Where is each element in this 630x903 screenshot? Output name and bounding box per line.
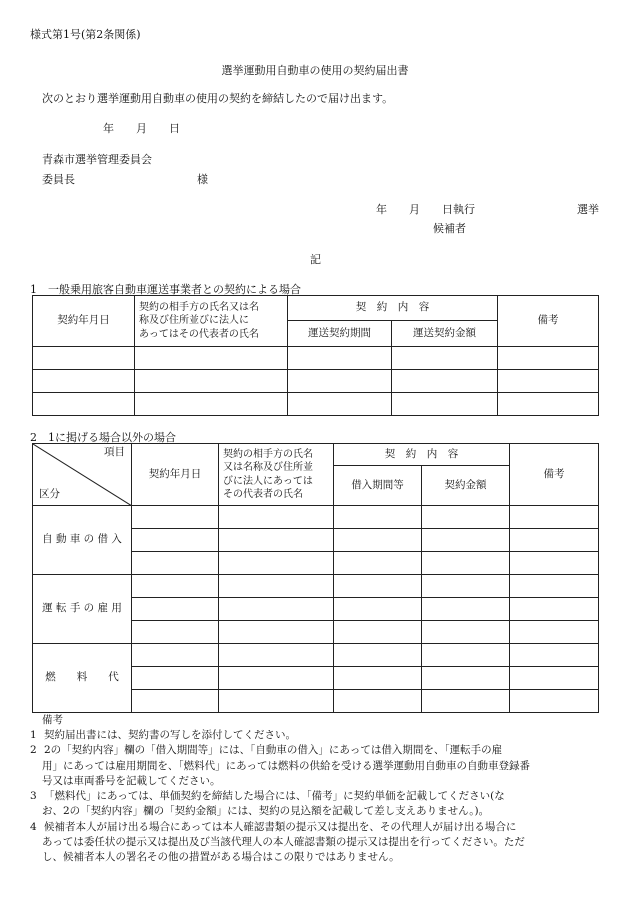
- cell[interactable]: [422, 690, 510, 713]
- table-row: [33, 575, 599, 598]
- cell[interactable]: [510, 598, 599, 621]
- cell[interactable]: [422, 529, 510, 552]
- intro-text: 次のとおり選挙運動用自動車の使用の契約を締結したので届け出ます。: [42, 92, 394, 105]
- election-label: 選挙: [577, 203, 599, 216]
- table-row: [33, 506, 599, 529]
- cell[interactable]: [135, 370, 288, 393]
- election-date: 年 月 日執行: [376, 203, 475, 216]
- chair-label: 委員長: [42, 173, 75, 186]
- honorific: 様: [197, 173, 208, 186]
- cell[interactable]: [334, 506, 422, 529]
- header-contract-content: 契 約 内 容: [334, 444, 510, 466]
- header-counterparty: 契約の相手方の氏名 又は名称及び住所並 びに法人にあっては その代表者の氏名: [219, 444, 334, 506]
- header-category: 区分: [39, 488, 60, 501]
- cell[interactable]: [510, 506, 599, 529]
- table-row: [33, 370, 599, 393]
- cell[interactable]: [219, 598, 334, 621]
- cell[interactable]: [498, 393, 599, 416]
- cell[interactable]: [422, 621, 510, 644]
- table-row: [33, 347, 599, 370]
- candidate-label: 候補者: [433, 222, 466, 235]
- form-number: 様式第1号(第2条関係): [30, 28, 141, 41]
- cell[interactable]: [219, 575, 334, 598]
- header-remarks: 備考: [510, 444, 599, 506]
- table-row: [33, 644, 599, 667]
- cell[interactable]: [510, 667, 599, 690]
- cell[interactable]: [422, 506, 510, 529]
- cell[interactable]: [510, 690, 599, 713]
- cell[interactable]: [510, 621, 599, 644]
- notes-heading: 備考: [42, 714, 63, 726]
- cell[interactable]: [219, 552, 334, 575]
- cell[interactable]: [334, 598, 422, 621]
- header-contract-date: 契約年月日: [33, 296, 135, 347]
- cell[interactable]: [498, 370, 599, 393]
- cell[interactable]: [334, 690, 422, 713]
- note-item: 1 契約届出書には、契約書の写しを添付してください。: [30, 729, 296, 742]
- cell[interactable]: [334, 644, 422, 667]
- cell[interactable]: [288, 393, 392, 416]
- note-item: 4 候補者本人が届け出る場合にあっては本人確認書類の提示又は提出を、その代理人が届け出る場合に あっては委任状の提示又は提出及び当該代理人の本人確認書類の提示又は提出を行ってください。ただ し、候補者本人の署名その他の措置がある場合はこの限りではありません。: [30, 820, 525, 863]
- cell[interactable]: [219, 621, 334, 644]
- date-line: 年 月 日: [103, 122, 180, 135]
- note-item: 3 「燃料代」にあっては、単価契約を締結した場合には、「備考」に契約単価を記載してください(な お、2の「契約内容」欄の「契約金額」には、契約の見込額を記載して差し支えありません。)。: [30, 790, 505, 818]
- cell[interactable]: [334, 575, 422, 598]
- category-car-rental: 自 動 車 の 借 入: [33, 506, 132, 575]
- notes: [30, 713, 605, 865]
- cell[interactable]: [132, 621, 219, 644]
- cell[interactable]: [132, 598, 219, 621]
- section2-heading: 2 1に掲げる場合以外の場合: [30, 431, 176, 444]
- header-transport-amount: 運送契約金額: [392, 321, 498, 347]
- header-rental-period: 借入期間等: [334, 466, 422, 506]
- cell[interactable]: [33, 347, 135, 370]
- cell[interactable]: [510, 575, 599, 598]
- category-driver-hire: 運 転 手 の 雇 用: [33, 575, 132, 644]
- cell[interactable]: [219, 529, 334, 552]
- header-contract-content: 契 約 内 容: [288, 296, 498, 321]
- cell[interactable]: [33, 370, 135, 393]
- cell[interactable]: [132, 552, 219, 575]
- cell[interactable]: [132, 667, 219, 690]
- cell[interactable]: [219, 644, 334, 667]
- cell[interactable]: [132, 529, 219, 552]
- section1-table: [32, 295, 599, 416]
- cell[interactable]: [135, 347, 288, 370]
- cell[interactable]: [510, 529, 599, 552]
- header-contract-date: 契約年月日: [132, 444, 219, 506]
- committee-name: 青森市選挙管理委員会: [42, 153, 152, 166]
- cell[interactable]: [510, 644, 599, 667]
- cell[interactable]: [334, 621, 422, 644]
- cell[interactable]: [135, 393, 288, 416]
- category-fuel: 燃 料 代: [33, 644, 132, 713]
- ki-label: 記: [310, 253, 321, 266]
- cell[interactable]: [334, 552, 422, 575]
- cell[interactable]: [422, 575, 510, 598]
- page-title: 選挙運動用自動車の使用の契約届出書: [221, 64, 409, 77]
- cell[interactable]: [288, 370, 392, 393]
- header-item: 項目: [104, 446, 125, 458]
- header-transport-period: 運送契約期間: [288, 321, 392, 347]
- header-remarks: 備考: [498, 296, 599, 347]
- cell[interactable]: [132, 506, 219, 529]
- header-item-category: [33, 444, 132, 506]
- header-counterparty: 契約の相手方の氏名又は名 称及び住所並びに法人に あってはその代表者の氏名: [135, 296, 288, 347]
- cell[interactable]: [132, 644, 219, 667]
- cell[interactable]: [219, 690, 334, 713]
- cell[interactable]: [510, 552, 599, 575]
- note-item: 2 2の「契約内容」欄の「借入期間等」には、「自動車の借入」にあっては借入期間を、「運転手の雇 用」にあっては雇用期間を、「燃料代」にあっては燃料の供給を受ける選挙運動用自動車の自動車登録番 号又は車両番号を記載してください。: [30, 744, 531, 787]
- section1-heading: 1 一般乗用旅客自動車運送事業者との契約による場合: [30, 283, 301, 296]
- cell[interactable]: [334, 667, 422, 690]
- cell[interactable]: [219, 667, 334, 690]
- section2-table: [32, 443, 599, 713]
- table-row: [33, 393, 599, 416]
- cell[interactable]: [422, 598, 510, 621]
- cell[interactable]: [288, 347, 392, 370]
- cell[interactable]: [334, 529, 422, 552]
- cell[interactable]: [422, 667, 510, 690]
- cell[interactable]: [422, 552, 510, 575]
- cell[interactable]: [422, 644, 510, 667]
- cell[interactable]: [132, 690, 219, 713]
- cell[interactable]: [219, 506, 334, 529]
- cell[interactable]: [392, 347, 498, 370]
- cell[interactable]: [498, 347, 599, 370]
- cell[interactable]: [132, 575, 219, 598]
- cell[interactable]: [392, 393, 498, 416]
- cell[interactable]: [392, 370, 498, 393]
- cell[interactable]: [33, 393, 135, 416]
- header-contract-amount: 契約金額: [422, 466, 510, 506]
